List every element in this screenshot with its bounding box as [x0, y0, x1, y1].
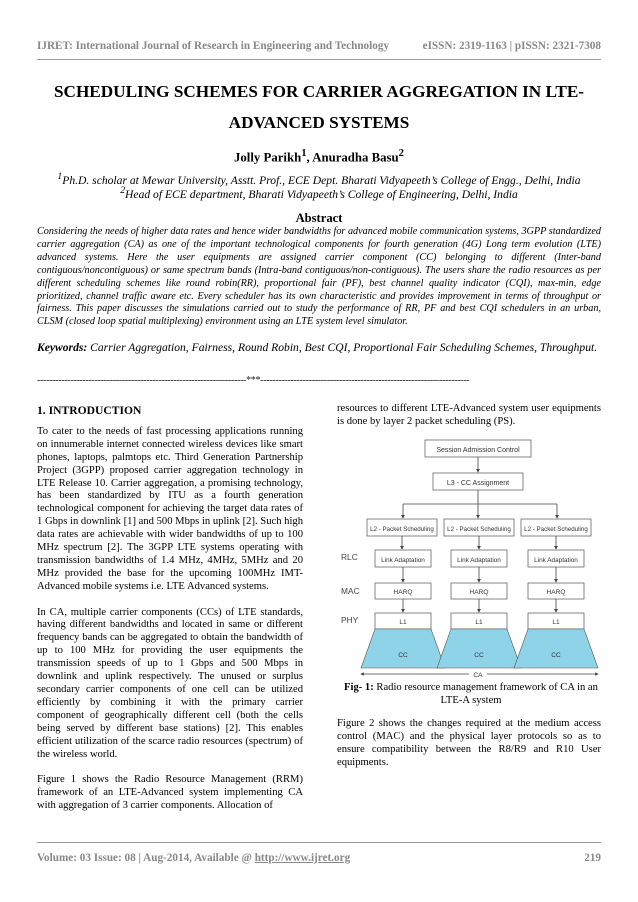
paper-title: SCHEDULING SCHEMES FOR CARRIER AGGREGATION IN LTE- ADVANCED SYSTEMS: [53, 82, 585, 132]
caption-text: Radio resource management framework of CA in an LTE-A system: [373, 682, 598, 706]
link-adaptation-label: Link Adaptation: [457, 557, 501, 564]
paragraph: Figure 1 shows the Radio Resource Management (RRM) framework of an LTE-Advanced system implementing CA with aggregation of 3 carrier components. Allocation of: [37, 774, 303, 812]
abstract-heading: Abstract: [295, 211, 343, 225]
packet-scheduling-label: L2 - Packet Scheduling: [370, 526, 434, 533]
l1-label: L1: [475, 619, 483, 626]
link-adaptation-label: Link Adaptation: [534, 557, 578, 564]
rlc-label: RLC: [341, 552, 358, 562]
authors: Jolly Parikh$^1$, Anuradha Basu$^2$: [234, 148, 404, 165]
paragraph: resources to different LTE-Advanced system user equipments is done by layer 2 packet scheduling (PS).: [337, 403, 601, 427]
keywords: [37, 337, 601, 359]
mac-label: MAC: [341, 586, 360, 596]
keywords-label: Keywords:: [37, 341, 88, 354]
figure-caption: [337, 681, 605, 707]
journal-name: IJRET: International Journal of Research in Engineering and Technology: [37, 40, 390, 52]
affiliation-1: $^1$Ph.D. scholar at Mewar University, Asstt. Prof., ECE Dept. Bharati Vidyapeeth’s College of Engg., Delhi, India: [57, 171, 581, 187]
rrm-framework-figure: [337, 432, 605, 680]
footer-volume: Volume: 03 Issue: 08 | Aug-2014, Available @: [37, 852, 255, 864]
caption-label: Fig- 1:: [344, 682, 374, 693]
l1-label: L1: [552, 619, 560, 626]
keywords-text: Carrier Aggregation, Fairness, Round Robin, Best CQI, Proportional Fair Scheduling Schemes, Throughput.: [90, 341, 598, 354]
cc-label: CC: [398, 652, 408, 659]
session-admission-label: Session Admission Control: [436, 447, 520, 454]
link-adaptation-label: Link Adaptation: [381, 557, 425, 564]
harq-label: HARQ: [393, 589, 413, 596]
packet-scheduling-label: L2 - Packet Scheduling: [447, 526, 511, 533]
right-column-bottom: [337, 718, 601, 783]
ca-label: CA: [473, 672, 483, 679]
packet-scheduling-label: L2 - Packet Scheduling: [524, 526, 588, 533]
harq-label: HARQ: [546, 589, 566, 596]
cc-assignment-label: L3 - CC Assignment: [446, 480, 510, 487]
section-separator: ---------------------------------------------------------------------***---------------------------------------------------------------------: [37, 375, 470, 386]
cc-trapezoid: [514, 629, 598, 668]
l1-label: L1: [399, 619, 407, 626]
section-heading: 1. INTRODUCTION: [37, 404, 142, 417]
affiliation-2: $^2$Head of ECE department, Bharati Vidyapeeth’s College of Engineering, Delhi, India: [120, 185, 518, 201]
abstract-text: Considering the needs of higher data rates and hence wider bandwidths for advanced mobile communication systems, 3GPP standardized carrier aggregation (CA) as one of the important technological components for fourth generation (4G) Long term evolution (LTE) advanced systems. Here the user equipments are assigned carrier component (CC) belonging to different (Inter-band contiguous/noncontiguous) or same spectrum bands (Intra-band contiguous/non-contiguous). The users share the radio resources as per different scheduling schemes like round robin(RR), proportional fair (PF), best channel quality indicator (CQI), max-min, edge prioritized, channel traffic aware etc. Every scheduler has its own characteristic and provides improvement in terms of throughput or fairness. This paper discusses the simulations carried out to study the performance of RR, PF and best CQI schedulers in an urban, CLSM (closed loop spatial multiplexing) environment using an LTE system level simulator.: [37, 226, 601, 328]
paragraph: In CA, multiple carrier components (CCs) of LTE standards, having different bandwidths and located in same or different frequency bands can be aggregated to obtain the bandwidth of up to 100 MHz for providing the user equipments the transmission speeds of up to 1 Gbps and 500 Mbps in downlink and uplink respectively. The unused or surplus secondary carrier components of one cell can be utilized efficiently by combining it with the primary carrier component of geographically different cell (both the cells being served by different base stations) [2]. This enables efficient utilization of the scarce radio resources (spectrum) of the wireless world.: [37, 606, 303, 760]
harq-label: HARQ: [469, 589, 489, 596]
paragraph: Figure 2 shows the changes required at the medium access control (MAC) and the physical layer protocols so as to ensure compatibility between the R8/R9 and R10 User equipments.: [337, 718, 601, 768]
left-column: [37, 405, 303, 826]
issn: eISSN: 2319-1163 | pISSN: 2321-7308: [422, 40, 601, 52]
cc-label: CC: [551, 652, 561, 659]
footer-link[interactable]: http://www.ijret.org: [254, 852, 351, 864]
cc-trapezoid: [361, 629, 445, 668]
paragraph: To cater to the needs of fast processing applications running on innumerable internet connected wireless devices like smart phones, laptops, palmtops etc. Third Generation Partnership Project (3GPP) proposed carrier aggregation technology in LTE Release 10. Carrier aggregation, a promising technology, has been standardized by ITU as a fourth generation technological component for achieving the target data rates of 1 Gbps in downlink [1] and 500 Mbps in uplink [2]. Such high data rates are achievable with wider bandwidths of up to 100 MHz spectrum [2]. The 3GPP LTE systems operating with transmission bandwidths of 1.4 MHz, 4MHz, 5MHz and 20 MHz provided the base for the upcoming 100MHz IMT-Advanced mobile systems i.e. LTE Advanced systems.: [37, 425, 303, 592]
header-rule: [37, 59, 601, 60]
cc-label: CC: [474, 652, 484, 659]
phy-label: PHY: [341, 615, 359, 625]
footer-rule: [37, 842, 601, 843]
cc-trapezoid: [437, 629, 521, 668]
page-number: 219: [584, 852, 601, 864]
